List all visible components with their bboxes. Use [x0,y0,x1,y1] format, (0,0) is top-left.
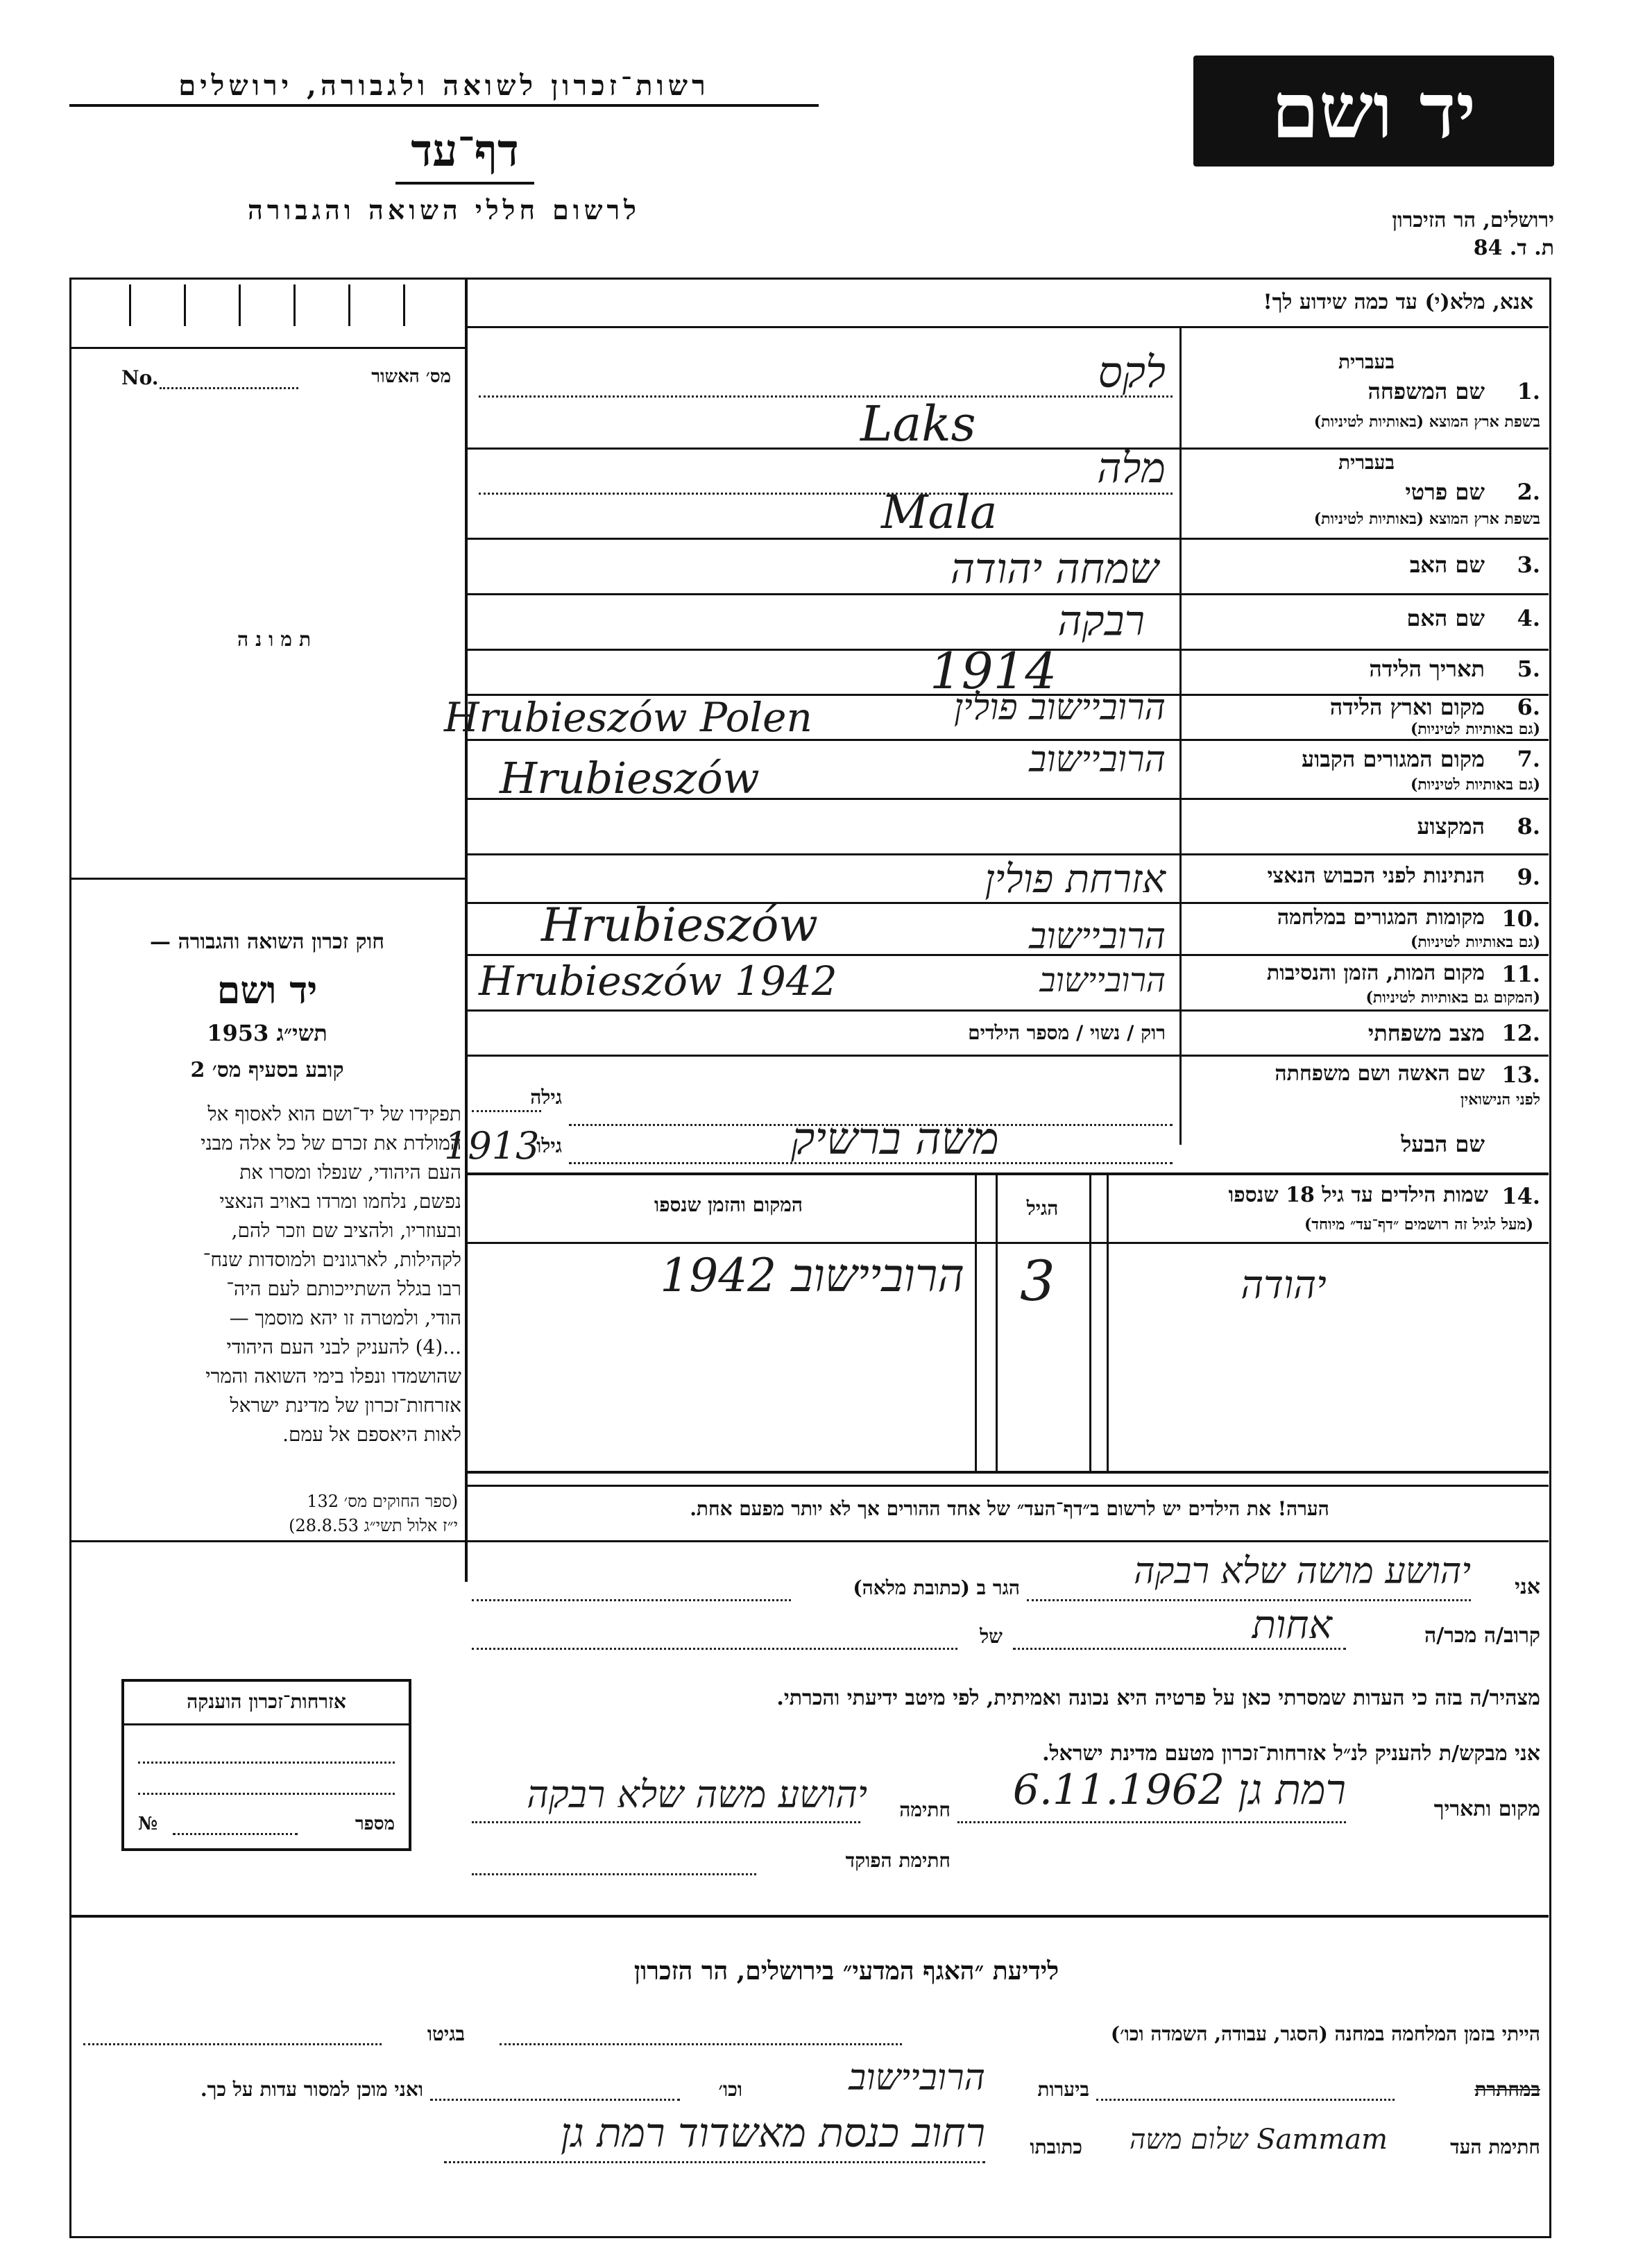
address-line-2: ת. ד. 84 [1473,236,1554,260]
law-line: המולדת את זכרם של כל אלה מבני [201,1132,461,1154]
citizenship-number-line[interactable] [173,1833,298,1835]
citizenship-line-2[interactable] [138,1793,395,1795]
field-7-hint: (גם באותיות לטיניות) [1410,776,1540,794]
footer-camp-line[interactable] [500,2043,902,2045]
field-7-label: מקום המגורים הקבוע [1302,746,1485,772]
declaration-relation-line[interactable] [1013,1648,1346,1650]
field-6-value[interactable]: Hrubieszów Polen [444,694,812,741]
photo-bottom-line [69,878,465,880]
digit-box[interactable] [296,284,350,326]
law-line: שהושמדו ונפלו בימי השואה והמרי [205,1365,461,1388]
digit-box[interactable] [350,284,405,326]
field-1-hint: בשפת ארץ המוצא (באותיות לטיניות) [1313,413,1540,431]
field-12-num: 12. [1501,1020,1540,1046]
law-name: יד ושם [216,968,318,1012]
field-2-label: שם פרטי [1405,479,1485,505]
law-line: אזרחות־זכרון של מדינת ישראל [230,1394,461,1417]
children-label: שמות הילדים עד גיל 18 שנספו [1228,1183,1488,1207]
field-6-num: 6. [1517,694,1540,720]
field-13-hint: לפני הנישואין [1460,1091,1540,1109]
citizenship-box [121,1679,411,1851]
row-divider [465,593,1549,595]
title-underline [395,182,534,185]
footer-title: לידיעת ״האגף המדעי״ בירושלים, הר הזכרון [633,1956,1059,1986]
authority-underline [69,104,819,107]
citizenship-line-1[interactable] [138,1762,395,1764]
law-line: לקהילות, לארגונים ולמוסדות שנח־ [203,1248,461,1271]
law-line: העם היהודי, שנפלו ומסרו את [239,1161,461,1184]
footer-witness-sig-label: חתימת העד [1450,2135,1540,2158]
field-9-label: הנתינות לפני הכבוש הנאצי [1267,864,1485,888]
law-text-block [73,1100,461,1449]
field-1-value-latin[interactable]: Laks [860,395,976,452]
footer-top-line [69,1915,1549,1918]
place-date-line[interactable] [957,1821,1346,1823]
signature-label: חתימה [899,1798,951,1821]
field-11-hint: (המקום גם באותיות לטיניות) [1365,989,1540,1007]
field-4-label: שם האם [1406,605,1485,631]
place-date-value[interactable]: רמת גן 6.11.1962 [1012,1766,1346,1814]
law-clause: קובע בסעיף מס׳ 2 [190,1058,344,1082]
footer-underground-label: במחתרת [1474,2078,1540,2101]
field-11-value[interactable]: Hrubieszów 1942 [479,957,837,1005]
field-7-value-hebrew[interactable]: הרוביישוב [1029,739,1166,781]
citizenship-title: אזרחות־זכרון הוענקה [187,1690,346,1713]
field-2-hint-top: בעברית [1338,451,1395,474]
children-hint: (מעל לגיל זה רושמים ״דף־עד״ מיוחד) [1304,1216,1533,1234]
footer-underground-line[interactable] [1096,2099,1395,2101]
law-year: תשי״ג 1953 [207,1020,327,1046]
footer-forests-value[interactable]: הרוביישוב [849,2057,985,2099]
field-7-value[interactable]: Hrubieszów [500,753,760,803]
authority-name: רשות־זכרון לשואה ולגבורה, ירושלים [178,69,710,102]
approval-no-field[interactable] [160,387,298,389]
field-10-num: 10. [1501,905,1540,932]
children-col-age: הגיל [1026,1197,1059,1220]
wife-age-label: גילה [530,1086,562,1109]
law-line: הודי, ולמטרה זו יהא מוסמך — [229,1306,461,1329]
field-4-value[interactable]: רבקה [1057,597,1145,645]
field-8-label: המקצוע [1417,813,1485,839]
field-2-hint: בשפת ארץ המוצא (באותיות לטיניות) [1313,510,1540,528]
instruction-divider [465,326,1549,328]
law-ref-1: (ספר החוקים מס׳ 132 [307,1492,458,1511]
declaration-name-line[interactable] [1027,1599,1471,1601]
form-title: דף־עד [411,125,519,177]
children-col-divider [1107,1173,1109,1471]
children-header-line [465,1242,1549,1244]
note-bottom-line [69,1540,1549,1542]
digit-box[interactable] [241,284,296,326]
field-1-label: שם המשפחה [1367,378,1485,404]
citizenship-number-label: מספר [355,1814,395,1834]
children-bottom-line [465,1471,1549,1474]
row-divider [465,853,1549,855]
field-3-label: שם האב [1409,552,1485,578]
declaration-address-label: הגר ב (כתובת מלאה) [853,1576,1020,1599]
declaration-i-value[interactable]: יהושע מושה שלא רבקה [1134,1551,1471,1592]
declaration-address-line[interactable] [472,1599,791,1601]
field-10-value[interactable]: Hrubieszów [541,898,818,952]
field-11-label: מקום המות, הזמן והנסיבות [1266,961,1485,985]
field-8-num: 8. [1517,813,1540,839]
husband-age-value[interactable]: 1913 [444,1124,540,1168]
field-13-label: שם האשה ושם משפחתה [1275,1061,1485,1086]
footer-etc-line[interactable] [430,2099,680,2101]
officer-signature-label: חתימת הפוקד [845,1849,951,1872]
child-place[interactable]: הרוביישוב 1942 [660,1249,964,1302]
field-5-label: תאריך הלידה [1369,656,1485,682]
field-9-num: 9. [1517,864,1540,890]
footer-etc-label: וכו׳ [718,2078,742,2101]
address-line-1: ירושלים, הר הזיכרון [1392,208,1554,232]
digit-box[interactable] [76,284,131,326]
field-2-value-hebrew[interactable]: מלה [1097,444,1166,493]
declaration-statement-2: אני מבקש/ת להעניק לנ״ל אזרחות־זכרון מטעם מדינת ישראל. [1042,1741,1540,1766]
husband-value[interactable]: משה ברשיק [791,1114,999,1165]
digit-box[interactable] [186,284,241,326]
footer-address-label: כתובתו [1030,2135,1082,2158]
field-4-num: 4. [1517,605,1540,631]
field-9-value[interactable]: אזרחת פולין [985,857,1166,902]
field-5-num: 5. [1517,656,1540,682]
field-1-value-hebrew[interactable]: לקס [1098,347,1166,398]
children-col-place: המקום והזמן שנספו [654,1193,803,1216]
field-10-value-hebrew[interactable]: הרוביישוב [1029,916,1166,957]
law-line: ...(4) להעניק לבני העם היהודי [226,1336,461,1358]
field-2-value-latin[interactable]: Mala [881,486,998,539]
field-3-value[interactable]: שמחה יהודה [950,545,1159,593]
field-6-hint: (גם באותיות לטיניות) [1410,720,1540,738]
law-title: חוק זכרון השואה והגבורה — [150,930,384,954]
field-12-label: מצב משפחתי [1367,1020,1485,1046]
footer-witness-sig-value[interactable]: שלום משה Sammam [1129,2124,1388,2156]
field-3-num: 3. [1517,552,1540,578]
field-1-hint-top: בעברית [1338,350,1395,373]
citizenship-no-label: № [138,1814,158,1834]
digit-box[interactable] [131,284,186,326]
place-date-label: מקום ותאריך [1433,1797,1540,1821]
law-ref-2: י״ז אלול תשי״ג 28.8.53) [289,1516,458,1535]
declaration-i-label: אני [1515,1575,1540,1599]
field-12-options: רוק / נשוי / מספר הילדים [968,1021,1166,1044]
approval-no-label: No. [121,366,159,389]
children-top-line [465,1173,1549,1175]
children-num: 14. [1501,1183,1540,1209]
declaration-relation-value[interactable]: אחות [1252,1603,1332,1648]
digit-box[interactable] [405,284,458,326]
approval-top-line [69,347,465,349]
citizenship-title-line [124,1723,409,1725]
field-11-value-hebrew[interactable]: הרוביישוב [1039,961,1166,1000]
footer-forests-label: ביערות [1037,2078,1089,2101]
form-subtitle: לרשום חללי השואה והגבורה [248,194,640,225]
row-divider [465,1009,1549,1012]
field-5-value[interactable]: 1914 [930,642,1057,700]
law-line: נפשם, נלחמו ומרדו באויב הנאצי [219,1190,461,1213]
field-13-num: 13. [1501,1061,1540,1088]
field-11-num: 11. [1501,961,1540,987]
footer-ghetto-label: בגיטו [427,2022,465,2045]
field-10-hint: (גם באותיות לטיניות) [1410,933,1540,951]
law-line: לאות היאספם אל עמם. [282,1423,461,1446]
signature-line[interactable] [472,1821,860,1823]
field-6-label: מקום וארץ הלידה [1329,694,1485,720]
field-10-label: מקומות המגורים במלחמה [1277,905,1485,930]
note-text: הערה! את הילדים יש לרשום ב״דף־העד״ של אחד ההורים אך לא יותר מפעם אחת. [690,1497,1329,1520]
approval-number-boxes[interactable] [76,284,458,326]
field-7-num: 7. [1517,746,1540,772]
declaration-of-line[interactable] [472,1648,957,1650]
field-2-num: 2. [1517,479,1540,505]
declaration-of-label: של [980,1625,1003,1648]
footer-ready-text: ואני מוכן למסור עדות על כך. [200,2078,423,2101]
approval-hebrew-label: מס׳ האשור [371,366,451,387]
declaration-relation-label: קרוב/ה מכר/ה [1424,1623,1540,1648]
instruction-text: אנא, מלא(י) עד כמה שידוע לך! [1263,290,1533,314]
signature-value[interactable]: יהושע משה שלא רבקה [527,1773,867,1816]
officer-signature-line[interactable] [472,1873,756,1875]
field-6-value-hebrew[interactable]: הרוביישוב פולין [953,687,1166,728]
husband-age-label: גילו [536,1134,562,1157]
law-line: תפקידו של יד־ושם הוא לאסוף אל [207,1102,461,1125]
footer-address-line[interactable] [444,2161,985,2163]
footer-line-1: הייתי בזמן המלחמה במחנה (הסגר, עבודה, השמדה וכו׳) [1110,2022,1540,2045]
row-divider [465,538,1549,540]
field-1-num: 1. [1517,378,1540,404]
child-age[interactable]: 3 [1020,1249,1055,1313]
law-line: רבו בגלל השתייכותם לעם היה־ [226,1277,461,1300]
children-col-divider [1089,1173,1091,1471]
husband-label: שם הבעל [1401,1131,1485,1157]
logo-text: יד ושם [1271,66,1476,155]
left-column-divider [465,278,468,1582]
row-divider [465,1055,1549,1057]
declaration-statement-1: מצהיר/ה בזה כי העדות שמסרתי כאן על פרטיה היא נכונה ואמיתית, לפי מיטב ידיעתי והכרתי. [776,1686,1540,1710]
footer-ghetto-line[interactable] [83,2043,382,2045]
law-line: ובעוזריו, ולהציב שם וזכר להם, [231,1219,461,1242]
footer-address-value[interactable]: רחוב כנסת מאשדוד רמת גן [560,2109,985,2156]
photo-label: תמונה [237,628,318,651]
wife-age-line[interactable] [472,1110,541,1112]
field-2-hebrew-line[interactable] [479,493,1173,495]
note-top-line [465,1485,1549,1487]
child-name[interactable]: יהודה [1241,1263,1327,1308]
children-col-divider [975,1173,977,1471]
children-col-divider [996,1173,998,1471]
yad-vashem-logo [1193,56,1554,167]
